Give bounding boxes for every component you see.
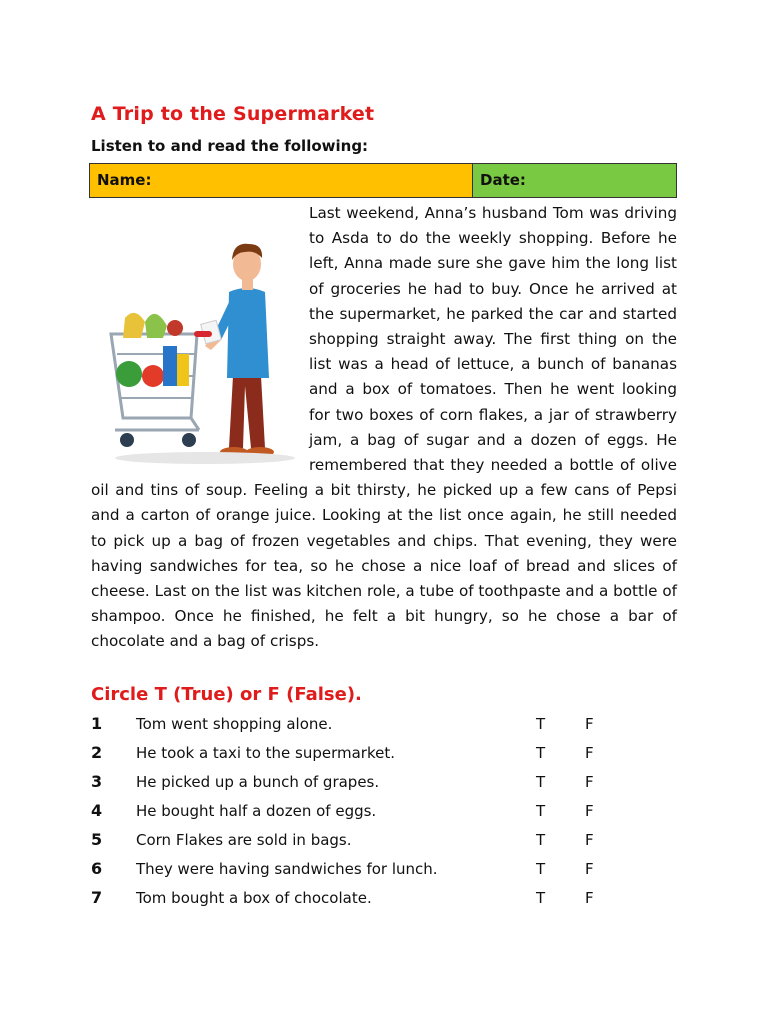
- false-option[interactable]: F: [585, 802, 594, 820]
- question-number: 2: [91, 743, 103, 762]
- reading-passage: [91, 201, 677, 655]
- question-number: 6: [91, 859, 103, 878]
- true-option[interactable]: T: [536, 831, 546, 849]
- true-option[interactable]: T: [536, 802, 546, 820]
- question-row: [91, 740, 611, 769]
- question-text: Tom bought a box of chocolate.: [136, 889, 372, 907]
- false-option[interactable]: F: [585, 889, 594, 907]
- true-option[interactable]: T: [536, 715, 546, 733]
- man-with-shopping-cart-illustration: [105, 226, 305, 476]
- false-option[interactable]: F: [585, 744, 594, 762]
- quiz-title: Circle T (True) or F (False).: [91, 684, 362, 705]
- question-number: 3: [91, 772, 103, 791]
- question-row: [91, 769, 611, 798]
- question-row: [91, 798, 611, 827]
- date-field[interactable]: [473, 164, 676, 197]
- passage-text: Last weekend, Anna’s husband Tom was driving to Asda to do the weekly shopping. Before he left, Anna made sure she gave him the long list of groceries he had to buy. Once he arrived at the supermarket, he parked the car and started shopping straight away. The first thing on the list was a head of lettuce, a bunch of bananas and a box of tomatoes. Then he went looking for two boxes of corn flakes, a jar of strawberry jam, a bag of sugar and a dozen of eggs. He remembered that they needed a bottle of olive oil and tins of soup. Feeling a bit thirsty, he picked up a few cans of Pepsi and a carton of orange juice. Looking at the list once again, he still needed to pick up a bag of frozen vegetables and chips. That evening, they were having sandwiches for tea, so he chose a nice loaf of bread and slices of cheese. Last on the list was kitchen role, a tube of toothpaste and a bottle of shampoo. Once he finished, he felt a bit hungry, so he chose a bar of chocolate and a bag of crisps.: [91, 204, 677, 651]
- true-false-questions: [91, 711, 611, 914]
- question-number: 4: [91, 801, 103, 820]
- true-option[interactable]: T: [536, 773, 546, 791]
- question-row: [91, 885, 611, 914]
- question-text: Corn Flakes are sold in bags.: [136, 831, 352, 849]
- true-option[interactable]: T: [536, 744, 546, 762]
- worksheet-title: A Trip to the Supermarket: [91, 103, 375, 125]
- name-field[interactable]: [90, 164, 473, 197]
- question-text: He bought half a dozen of eggs.: [136, 802, 377, 820]
- question-number: 1: [91, 714, 103, 733]
- question-row: [91, 856, 611, 885]
- false-option[interactable]: F: [585, 831, 594, 849]
- name-label: Name:: [97, 171, 152, 189]
- question-text: He took a taxi to the supermarket.: [136, 744, 395, 762]
- question-text: They were having sandwiches for lunch.: [136, 860, 438, 878]
- question-number: 5: [91, 830, 103, 849]
- question-text: He picked up a bunch of grapes.: [136, 773, 380, 791]
- true-option[interactable]: T: [536, 860, 546, 878]
- false-option[interactable]: F: [585, 715, 594, 733]
- worksheet-instruction: Listen to and read the following:: [91, 137, 369, 155]
- name-date-box: [89, 163, 677, 198]
- false-option[interactable]: F: [585, 773, 594, 791]
- question-text: Tom went shopping alone.: [136, 715, 333, 733]
- question-row: [91, 711, 611, 740]
- question-row: [91, 827, 611, 856]
- question-number: 7: [91, 888, 103, 907]
- false-option[interactable]: F: [585, 860, 594, 878]
- true-option[interactable]: T: [536, 889, 546, 907]
- date-label: Date:: [480, 171, 526, 189]
